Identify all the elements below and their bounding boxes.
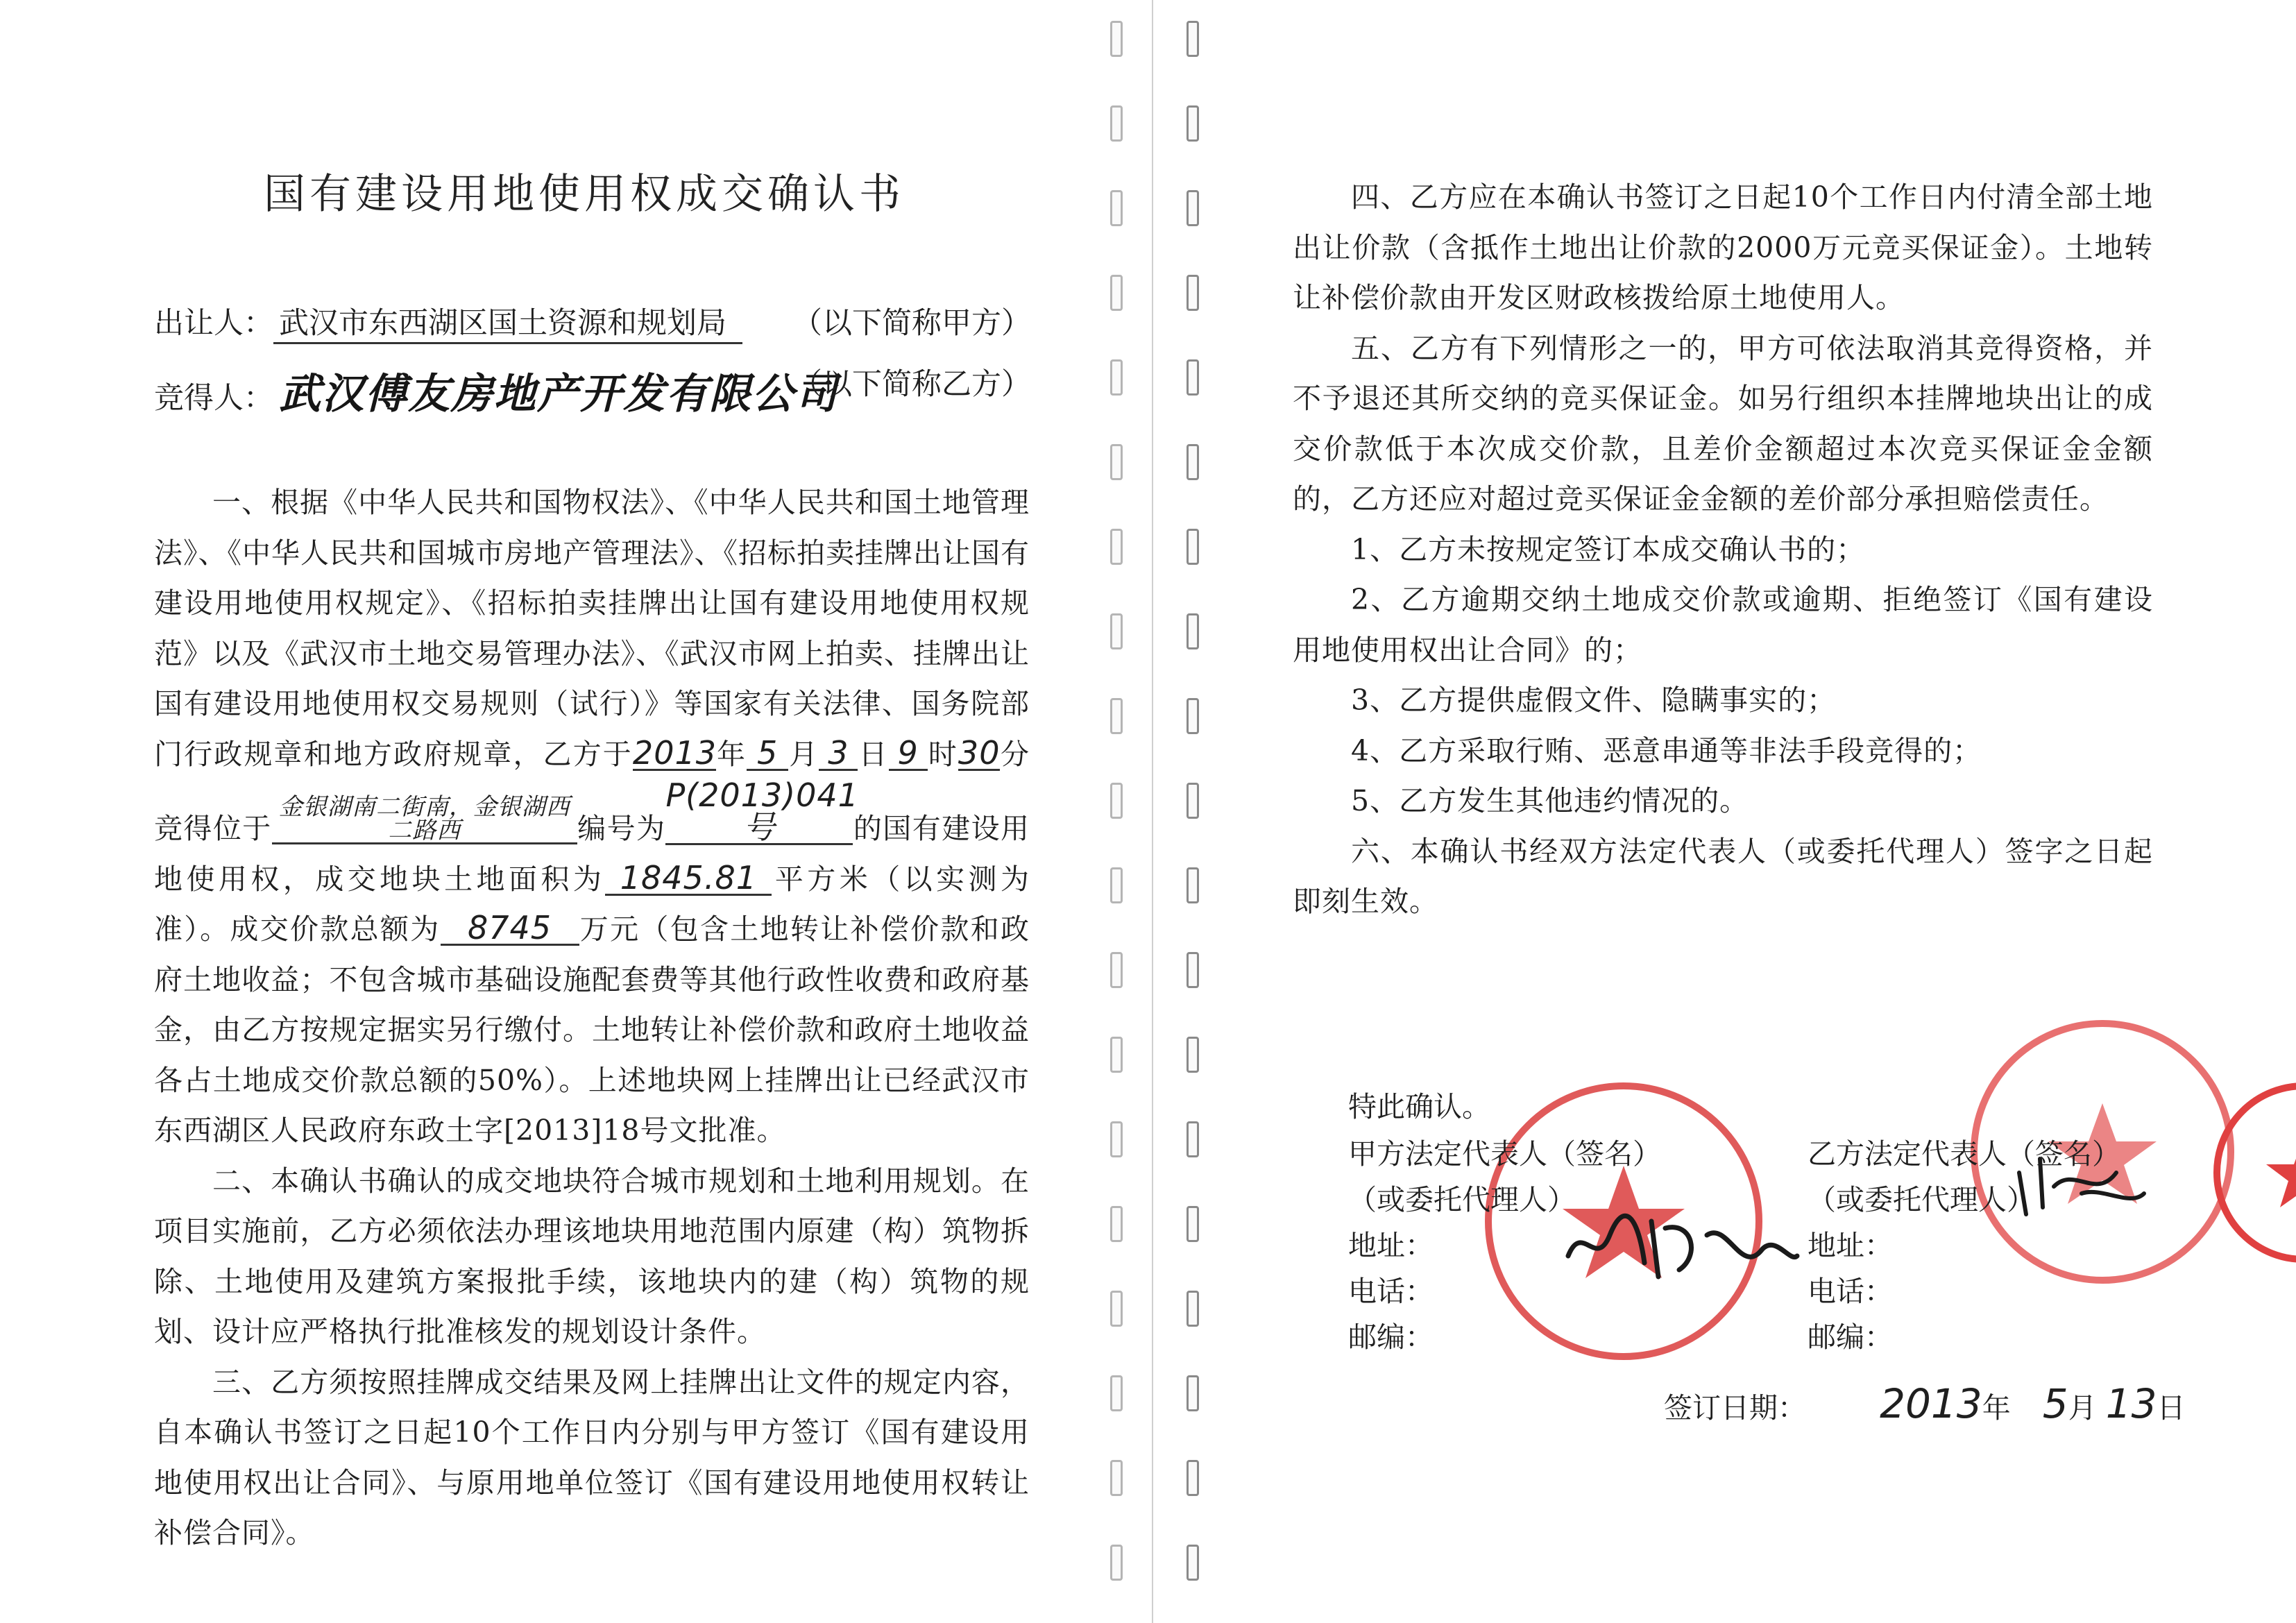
clause-1-text: 一、根据《中华人民共和国物权法》、《中华人民共和国土地管理法》、《中华人民共和国城市房地产管理法》、《招标拍卖挂牌出让国有建设用地使用权规定》、《招标拍卖挂牌出让国有建设用地使用权规范》以及《武汉市土地交易管理办法》、《武汉市网上拍卖、挂牌出让国有建设用地使用权交易规则（试行）》等国家有关法律、国务院部门行政规章和地方政府规章，乙方于 bbox=[154, 486, 1030, 771]
parcel-area-field: 1845.81 bbox=[605, 862, 772, 896]
bid-hour-field: 9 bbox=[889, 737, 928, 771]
bid-year-field: 2013 bbox=[632, 733, 717, 772]
parcel-code-field: P(2013)041号 bbox=[665, 776, 859, 846]
buyer-label: 竞得人： bbox=[154, 381, 273, 416]
party-a-postcode-label: 邮编： bbox=[1348, 1320, 1434, 1354]
area-text: 平方米（以实测为准）。成交价款总额为 bbox=[154, 862, 1030, 946]
parcel-text: 的国有建设用地使用权，成交地块土地面积为 bbox=[154, 812, 1030, 896]
sign-date-month-unit: 月 bbox=[2068, 1391, 2097, 1425]
clause-5: 五、乙方有下列情形之一的，甲方可依法取消其竞得资格，并不予退还其所交纳的竞买保证金。如另行组织本挂牌地块出让的成交价款低于本次成交价款，且差价金额超过本次竞买保证金金额的，乙方还应对超过竞买保证金金额的差价部分承担赔偿责任。 bbox=[1293, 331, 2153, 516]
price-text: 万元（包含土地转让补偿价款和政府土地收益；不包含城市基础设施配套费等其他行政性收费和政府基金，由乙方按规定据实另行缴付。土地转让补偿价款和政府土地收益各占土地成交价款总额的50%）。上述地块网上挂牌出让已经武汉市东西湖区人民政府东政土字[2013]18号文批准。 bbox=[154, 912, 1030, 1147]
sign-date-day-unit: 日 bbox=[2157, 1391, 2186, 1425]
month-unit: 月 bbox=[788, 737, 819, 771]
party-b-signature-block bbox=[1808, 1131, 2120, 1360]
party-a-agent-label: （或委托代理人） bbox=[1348, 1183, 1576, 1216]
clause-6: 六、本确认书经双方法定代表人（或委托代理人）签字之日起即刻生效。 bbox=[1293, 834, 2153, 918]
day-unit: 日 bbox=[858, 737, 889, 771]
year-unit: 年 bbox=[715, 737, 747, 771]
clause-4: 四、乙方应在本确认书签订之日起10个工作日内付清全部土地出让价款（含抵作土地出让价款的2000万元竞买保证金）。土地转让补偿价款由开发区财政核拨给原土地使用人。 bbox=[1293, 180, 2153, 314]
sign-date-row bbox=[1664, 1381, 2186, 1431]
code-label: 编号为 bbox=[577, 812, 666, 845]
sign-date-label: 签订日期： bbox=[1664, 1391, 1806, 1425]
party-a-rep-label: 甲方法定代表人（签名） bbox=[1348, 1137, 1661, 1171]
party-b-address-label: 地址： bbox=[1808, 1229, 1893, 1262]
right-body-text bbox=[1293, 172, 2153, 927]
page-fold-line bbox=[1152, 0, 1153, 1623]
confirm-statement bbox=[1348, 1084, 1490, 1130]
transferor-alias: （以下简称甲方） bbox=[792, 306, 1031, 341]
party-a-phone-label: 电话： bbox=[1348, 1275, 1434, 1308]
bid-minute-field: 30 bbox=[958, 733, 1001, 772]
sign-date-day: 13 bbox=[2105, 1380, 2157, 1427]
sign-date-year-unit: 年 bbox=[1982, 1391, 2011, 1425]
clause-5-item-5: 5、乙方发生其他违约情况的。 bbox=[1351, 784, 1749, 817]
clause-3: 三、乙方须按照挂牌成交结果及网上挂牌出让文件的规定内容，自本确认书签订之日起10个工作日内分别与甲方签订《国有建设用地使用权出让合同》、与原用地单位签订《国有建设用地使用权转让补偿合同》。 bbox=[154, 1365, 1030, 1549]
confirm-text: 特此确认。 bbox=[1348, 1090, 1490, 1123]
left-body-text bbox=[154, 477, 1030, 1558]
clause-5-item-3: 3、乙方提供虚假文件、隐瞒事实的； bbox=[1351, 683, 1837, 717]
document-title: 国有建设用地使用权成交确认书 bbox=[264, 170, 905, 219]
hour-unit: 时 bbox=[927, 737, 958, 771]
party-a-signature-block bbox=[1348, 1131, 1661, 1360]
clause-5-item-4: 4、乙方采取行贿、恶意串通等非法手段竞得的； bbox=[1351, 733, 1982, 767]
clause-5-item-1: 1、乙方未按规定签订本成交确认书的； bbox=[1351, 532, 1866, 566]
total-price-field: 8745 bbox=[441, 912, 579, 946]
buyer-row bbox=[154, 361, 1031, 420]
clause-5-item-2: 2、乙方逾期交纳土地成交价款或逾期、拒绝签订《国有建设用地使用权出让合同》的； bbox=[1293, 583, 2153, 667]
clause-2: 二、本确认书确认的成交地块符合城市规划和土地利用规划。在项目实施前，乙方必须依法办理该地块用地范围内原建（构）筑物拆除、土地使用及建筑方案报批手续，该地块内的建（构）筑物的规划、设计应严格执行批准核发的规划设计条件。 bbox=[154, 1164, 1030, 1348]
sign-date-year: 2013 bbox=[1880, 1380, 1982, 1427]
parcel-location-field: 金银湖南二街南，金银湖西二路西 bbox=[272, 795, 577, 844]
left-page bbox=[0, 0, 1124, 1623]
party-b-postcode-label: 邮编： bbox=[1808, 1320, 1893, 1354]
party-a-address-label: 地址： bbox=[1348, 1229, 1434, 1262]
party-b-rep-label: 乙方法定代表人（签名） bbox=[1808, 1137, 2120, 1171]
minute-unit: 分竞得位于 bbox=[154, 737, 1030, 845]
transferor-name: 武汉市东西湖区国土资源和规划局 bbox=[273, 300, 742, 344]
transferor-row bbox=[154, 300, 1031, 344]
bid-day-field: 3 bbox=[819, 737, 858, 771]
buyer-name-handwritten: 武汉傅友房地产开发有限公司 bbox=[279, 370, 838, 418]
party-b-phone-label: 电话： bbox=[1808, 1275, 1893, 1308]
buyer-alias: （以下简称乙方） bbox=[792, 367, 1031, 402]
party-b-agent-label: （或委托代理人） bbox=[1808, 1183, 2035, 1216]
partial-edge-seal bbox=[2213, 1082, 2296, 1263]
transferor-label: 出让人： bbox=[154, 306, 273, 341]
bid-month-field: 5 bbox=[747, 737, 788, 771]
clause-1 bbox=[154, 477, 1030, 1156]
sign-date-month: 5 bbox=[2042, 1380, 2068, 1427]
